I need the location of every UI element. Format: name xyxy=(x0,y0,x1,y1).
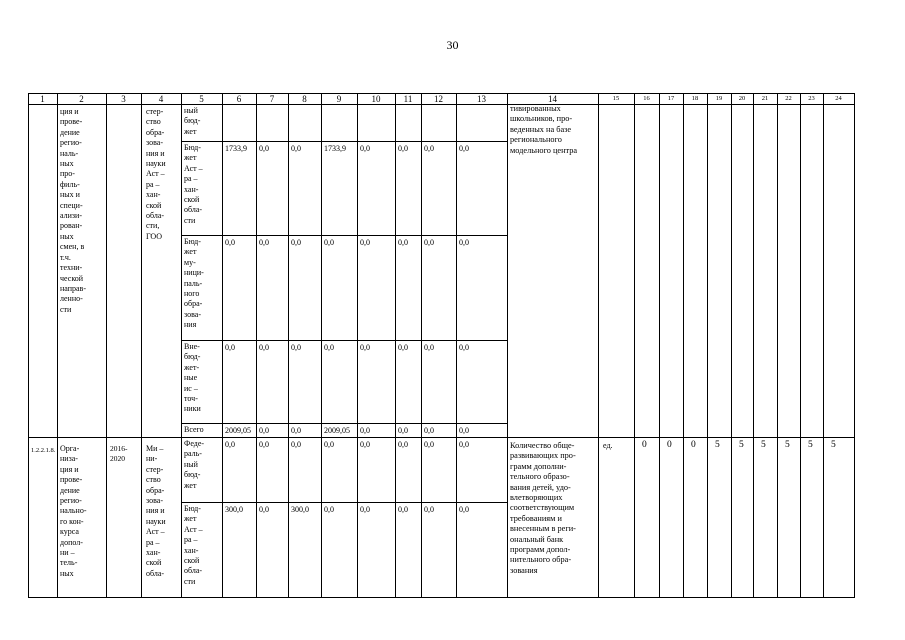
row1-value: 1733,9 xyxy=(225,144,247,153)
row2-source-label: Феде- раль- ный бюд- жет xyxy=(184,439,205,490)
row1-value: 0,0 xyxy=(324,343,334,352)
row2-col3-text: 2016- 2020 xyxy=(110,444,128,464)
row2-value: 0,0 xyxy=(360,505,370,514)
row2-indicator-20: 5 xyxy=(739,440,744,450)
subrow-border xyxy=(181,340,508,341)
column-header-7: 7 xyxy=(269,94,275,104)
row1-value: 0,0 xyxy=(424,426,434,435)
column-border xyxy=(777,93,778,598)
column-header-2: 2 xyxy=(79,94,84,104)
row1-value: 0,0 xyxy=(424,238,434,247)
row2-indicator-23: 5 xyxy=(808,440,813,450)
column-header-9: 9 xyxy=(336,94,342,104)
column-header-18: 18 xyxy=(691,95,699,102)
row1-value: 0,0 xyxy=(424,144,434,153)
row1-value: 0,0 xyxy=(459,426,469,435)
row1-value: 0,0 xyxy=(360,343,370,352)
row1-value: 0,0 xyxy=(398,144,408,153)
column-header-22: 22 xyxy=(785,95,792,102)
column-border xyxy=(288,93,289,598)
column-header-20: 20 xyxy=(738,95,746,102)
row1-value: 0,0 xyxy=(360,238,370,247)
row1-value: 0,0 xyxy=(291,238,301,247)
row1-value: 2009,05 xyxy=(324,426,350,435)
row1-value: 0,0 xyxy=(424,343,434,352)
table-bottom-border xyxy=(28,597,855,598)
column-header-21: 21 xyxy=(761,95,769,102)
row1-value: 0,0 xyxy=(259,144,269,153)
row2-value: 0,0 xyxy=(459,440,469,449)
row1-value: 0,0 xyxy=(259,426,269,435)
row1-source-label: Всего xyxy=(184,425,204,434)
column-border xyxy=(731,93,732,598)
column-border xyxy=(222,93,223,598)
column-header-15: 15 xyxy=(612,95,620,102)
subrow-border xyxy=(181,502,508,503)
row1-value: 0,0 xyxy=(398,426,408,435)
row1-value: 0,0 xyxy=(360,426,370,435)
row1-value: 0,0 xyxy=(459,238,469,247)
subrow-border xyxy=(181,423,508,424)
row2-col14-text: Количество обще- развивающих про- грамм дополни- тельного образо- вания детей, удо- влетворяющих соответствующим требованиям и внесенным в реги- ональный банк программ допол- нительного обра- зования xyxy=(510,441,576,575)
row2-source-label: Бюд- жет Аст – ра – хан- ской обла- сти xyxy=(184,504,203,586)
column-header-10: 10 xyxy=(371,94,381,104)
column-header-12: 12 xyxy=(434,94,443,104)
column-border xyxy=(57,93,58,598)
row1-value: 0,0 xyxy=(459,343,469,352)
column-border xyxy=(854,93,855,598)
row2-value: 0,0 xyxy=(360,440,370,449)
column-header-24: 24 xyxy=(835,95,842,102)
column-border xyxy=(707,93,708,598)
column-border xyxy=(141,93,142,598)
column-header-8: 8 xyxy=(302,94,307,104)
column-header-14: 14 xyxy=(548,94,557,104)
row2-value: 0,0 xyxy=(459,505,469,514)
column-header-4: 4 xyxy=(158,94,164,104)
column-border xyxy=(321,93,322,598)
column-header-11: 11 xyxy=(403,94,413,104)
row1-col2-text: ция и прове- дение регио- наль- ных про- филь- ных и специ- ализи- рован- ных смен, в т.ч. техни- ческой направ- ленно- сти xyxy=(60,107,86,314)
row1-value: 0,0 xyxy=(291,426,301,435)
row2-indicator-24: 5 xyxy=(831,440,836,450)
column-border xyxy=(634,93,635,598)
column-border xyxy=(683,93,684,598)
row2-indicator-18: 0 xyxy=(691,440,696,450)
row2-col4-text: Ми – ни- стер- ство обра- зова- ния и науки Аст – ра – хан- ской обла- xyxy=(146,444,166,578)
subrow-border xyxy=(181,141,508,142)
row1-source-label: Вне- бюд- жет- ные ис – точ- ники xyxy=(184,342,201,414)
column-border xyxy=(28,93,29,598)
row1-value: 0,0 xyxy=(291,343,301,352)
column-header-5: 5 xyxy=(199,94,204,104)
row1-value: 0,0 xyxy=(398,238,408,247)
row2-value: 0,0 xyxy=(259,505,269,514)
column-border xyxy=(256,93,257,598)
row2-indicator-19: 5 xyxy=(715,440,720,450)
row1-value: 0,0 xyxy=(225,238,235,247)
column-header-1: 1 xyxy=(40,94,45,104)
row2-indicator-21: 5 xyxy=(761,440,766,450)
row2-value: 0,0 xyxy=(291,440,301,449)
row2-value: 0,0 xyxy=(424,505,434,514)
row1-source-label: Бюд- жет Аст – ра – хан- ской обла- сти xyxy=(184,143,203,225)
row2-value: 0,0 xyxy=(324,440,334,449)
row-separator xyxy=(28,437,855,438)
row1-value: 0,0 xyxy=(360,144,370,153)
column-header-6: 6 xyxy=(236,94,242,104)
column-border xyxy=(823,93,824,598)
column-border xyxy=(395,93,396,598)
subrow-border xyxy=(181,235,508,236)
column-header-23: 23 xyxy=(808,95,815,102)
row2-value: 0,0 xyxy=(398,440,408,449)
row1-value: 0,0 xyxy=(225,343,235,352)
row2-col2-text: Орга- низа- ция и прове- дение регио- нально- го кон- курса допол- ни – тель- ных xyxy=(60,444,87,578)
row1-value: 0,0 xyxy=(259,238,269,247)
header-bottom-border xyxy=(28,104,855,105)
row1-value: 0,0 xyxy=(324,238,334,247)
row2-indicator-22: 5 xyxy=(785,440,790,450)
column-border xyxy=(421,93,422,598)
column-border xyxy=(106,93,107,598)
row1-value: 0,0 xyxy=(398,343,408,352)
page-number: 30 xyxy=(446,38,459,52)
column-border xyxy=(598,93,599,598)
row2-value: 300,0 xyxy=(225,505,243,514)
column-border xyxy=(800,93,801,598)
row2-value: 300,0 xyxy=(291,505,309,514)
row2-col15-text: ед. xyxy=(603,441,613,450)
row2-value: 0,0 xyxy=(398,505,408,514)
row2-indicator-17: 0 xyxy=(667,440,672,450)
column-border xyxy=(456,93,457,598)
column-header-13: 13 xyxy=(477,94,486,104)
column-border xyxy=(181,93,182,598)
row1-value: 2009,05 xyxy=(225,426,251,435)
column-border xyxy=(753,93,754,598)
row1-source-label: Бюд- жет му- ници- паль- ного обра- зова- ния xyxy=(184,237,204,330)
column-header-16: 16 xyxy=(643,95,650,102)
column-header-19: 19 xyxy=(715,95,723,102)
row1-col4-text: стер- ство обра- зова- ния и науки Аст – ра – хан- ской обла- сти, ГОО xyxy=(146,107,166,241)
column-header-3: 3 xyxy=(121,94,126,104)
row2-value: 0,0 xyxy=(225,440,235,449)
column-border xyxy=(357,93,358,598)
row1-col14-text: тивированных школьников, про- веденных на базе регионального модельного центра xyxy=(510,104,578,155)
row2-value: 0,0 xyxy=(324,505,334,514)
row2-value: 0,0 xyxy=(424,440,434,449)
row2-col1-text: 1.2.2.1.8. xyxy=(31,447,56,454)
row1-value: 0,0 xyxy=(259,343,269,352)
row2-value: 0,0 xyxy=(259,440,269,449)
column-border xyxy=(659,93,660,598)
row1-value: 0,0 xyxy=(459,144,469,153)
row1-source-label: ный бюд- жет xyxy=(184,106,201,136)
column-border xyxy=(507,93,508,598)
row1-value: 1733,9 xyxy=(324,144,346,153)
row1-value: 0,0 xyxy=(291,144,301,153)
column-header-17: 17 xyxy=(667,95,675,102)
row2-indicator-16: 0 xyxy=(642,440,647,450)
